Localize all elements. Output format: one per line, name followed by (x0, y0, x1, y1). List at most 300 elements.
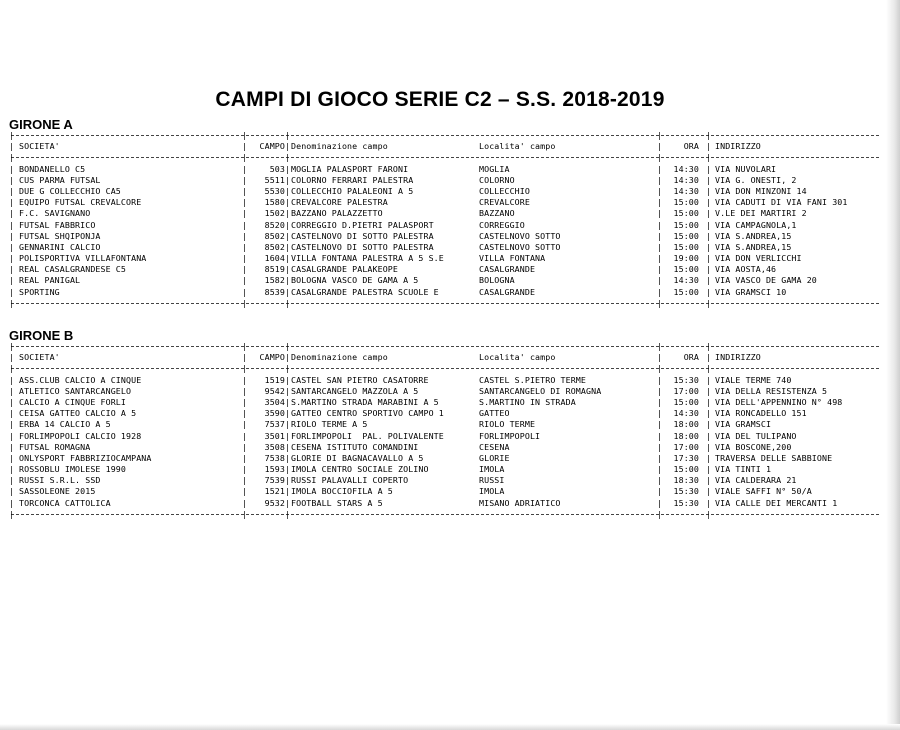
cell-localita: BOLOGNA (479, 275, 515, 286)
cell-localita: CASALGRANDE (479, 264, 536, 275)
column-separator: | (9, 241, 15, 252)
document-title: CAMPI DI GIOCO SERIE C2 – S.S. 2018-2019 (215, 88, 665, 111)
column-separator: | (706, 130, 712, 140)
cell-campo: 7539 (264, 475, 285, 486)
cell-campo: 3508 (264, 441, 285, 452)
cell-localita: FORLIMPOPOLI (479, 430, 541, 441)
cell-societa: F.C. SAVIGNANO (19, 208, 91, 219)
column-separator: | (285, 141, 291, 152)
section-title-girone-a: GIRONE A (9, 117, 73, 132)
table-header-row (9, 352, 879, 363)
column-separator: | (706, 363, 712, 374)
cell-denominazione: CORREGGIO D.PIETRI PALASPORT (291, 219, 434, 230)
cell-ora: 18:00 (673, 419, 699, 430)
cell-denominazione: BAZZANO PALAZZETTO (291, 208, 383, 219)
cell-campo: 5511 (264, 174, 285, 185)
cell-denominazione: SANTARCANGELO MAZZOLA A 5 (291, 385, 419, 396)
dashed-rule (11, 346, 879, 347)
column-separator: | (657, 174, 663, 185)
column-separator: | (706, 475, 712, 486)
column-separator: | (657, 363, 663, 374)
cell-denominazione: CASALGRANDE PALAKEOPE (291, 264, 398, 275)
table-row (9, 231, 879, 242)
cell-localita: CASALGRANDE (479, 286, 536, 297)
cell-societa: CEISA GATTEO CALCIO A 5 (19, 408, 137, 419)
column-separator: | (706, 185, 712, 196)
column-separator: | (706, 197, 712, 208)
column-separator: | (285, 374, 291, 385)
column-separator: | (9, 441, 15, 452)
column-separator: | (285, 152, 291, 163)
column-separator: | (242, 253, 248, 264)
column-separator: | (242, 352, 248, 363)
column-separator: | (285, 174, 291, 185)
cell-localita: RIOLO TERME (479, 419, 536, 430)
cell-societa: GENNARINI CALCIO (19, 241, 101, 252)
dashed-rule (11, 303, 879, 304)
column-separator: | (657, 352, 663, 363)
dashed-rule (11, 157, 879, 158)
cell-campo: 8519 (264, 264, 285, 275)
cell-ora: 19:00 (673, 253, 699, 264)
column-separator: | (242, 341, 248, 351)
cell-campo: 1580 (264, 197, 285, 208)
column-separator: | (9, 475, 15, 486)
cell-ora: 15:00 (673, 396, 699, 407)
table-row (9, 287, 879, 298)
column-separator: | (242, 230, 248, 241)
column-separator: | (657, 441, 663, 452)
cell-localita: MISANO ADRIATICO (479, 497, 561, 508)
cell-campo: 1521 (264, 486, 285, 497)
column-separator: | (9, 497, 15, 508)
column-separator: | (9, 130, 15, 140)
column-separator: | (706, 408, 712, 419)
cell-denominazione: FOOTBALL STARS A 5 (291, 497, 383, 508)
column-separator: | (285, 253, 291, 264)
column-separator: | (657, 430, 663, 441)
cell-societa: POLISPORTIVA VILLAFONTANA (19, 253, 147, 264)
column-separator: | (706, 174, 712, 185)
dashed-rule (11, 368, 879, 369)
dashed-rule (11, 514, 879, 515)
cell-denominazione: COLORNO FERRARI PALESTRA (291, 174, 414, 185)
column-separator: | (706, 141, 712, 152)
table-row (9, 197, 879, 208)
column-separator: | (242, 286, 248, 297)
column-separator: | (285, 508, 291, 519)
column-separator: | (285, 264, 291, 275)
cell-societa: ROSSOBLU IMOLESE 1990 (19, 464, 126, 475)
column-separator: | (285, 363, 291, 374)
cell-campo: 1502 (264, 208, 285, 219)
cell-ora: 15:30 (673, 497, 699, 508)
table-row (9, 175, 879, 186)
column-separator: | (706, 163, 712, 174)
table-row (9, 186, 879, 197)
cell-denominazione: CASALGRANDE PALESTRA SCUOLE E (291, 286, 439, 297)
column-separator: | (242, 208, 248, 219)
column-separator: | (706, 230, 712, 241)
column-separator: | (706, 430, 712, 441)
column-separator: | (9, 419, 15, 430)
column-separator: | (706, 219, 712, 230)
column-separator: | (706, 253, 712, 264)
column-separator: | (9, 452, 15, 463)
table-rule (9, 341, 879, 352)
cell-societa: FORLIMPOPOLI CALCIO 1928 (19, 430, 142, 441)
cell-localita: VILLA FONTANA (479, 253, 546, 264)
column-separator: | (242, 130, 248, 140)
table-row (9, 397, 879, 408)
cell-denominazione: RUSSI PALAVALLI COPERTO (291, 475, 409, 486)
table-girone-a (9, 130, 879, 309)
cell-localita: CASTELNOVO SOTTO (479, 230, 561, 241)
cell-ora: 14:30 (673, 174, 699, 185)
column-separator: | (242, 486, 248, 497)
cell-societa: BONDANELLO C5 (19, 163, 86, 174)
column-separator: | (706, 508, 712, 519)
cell-denominazione: COLLECCHIO PALALEONI A 5 (291, 185, 414, 196)
column-separator: | (657, 374, 663, 385)
column-separator: | (657, 275, 663, 286)
cell-ora: 15:00 (673, 230, 699, 241)
column-separator: | (242, 297, 248, 308)
column-separator: | (285, 441, 291, 452)
column-separator: | (9, 219, 15, 230)
column-separator: | (657, 497, 663, 508)
cell-localita: SANTARCANGELO DI ROMAGNA (479, 385, 602, 396)
header-campo: CAMPO (259, 141, 285, 152)
header-denominazione: Denominazione campo (291, 352, 388, 363)
cell-ora: 15:00 (673, 286, 699, 297)
cell-denominazione: BOLOGNA VASCO DE GAMA A 5 (291, 275, 419, 286)
cell-denominazione: CASTELNOVO DI SOTTO PALESTRA (291, 241, 434, 252)
cell-ora: 18:30 (673, 475, 699, 486)
cell-ora: 15:00 (673, 464, 699, 475)
cell-indirizzo: VIA DELLA RESISTENZA 5 (715, 385, 828, 396)
column-separator: | (242, 174, 248, 185)
cell-societa: FUTSAL FABBRICO (19, 219, 96, 230)
column-separator: | (657, 130, 663, 140)
column-separator: | (657, 385, 663, 396)
cell-indirizzo: TRAVERSA DELLE SABBIONE (715, 452, 833, 463)
column-separator: | (9, 163, 15, 174)
column-separator: | (657, 419, 663, 430)
cell-campo: 8502 (264, 241, 285, 252)
cell-societa: CUS PARMA FUTSAL (19, 174, 101, 185)
column-separator: | (706, 352, 712, 363)
cell-denominazione: FORLIMPOPOLI PAL. POLIVALENTE (291, 430, 444, 441)
cell-ora: 15:00 (673, 219, 699, 230)
cell-societa: RUSSI S.R.L. SSD (19, 475, 101, 486)
table-row (9, 498, 879, 509)
cell-campo: 503 (269, 163, 285, 174)
cell-campo: 8539 (264, 286, 285, 297)
header-indirizzo: INDIRIZZO (715, 352, 761, 363)
column-separator: | (657, 163, 663, 174)
column-separator: | (242, 264, 248, 275)
column-separator: | (9, 486, 15, 497)
header-localita: Localita' campo (479, 141, 556, 152)
column-separator: | (285, 275, 291, 286)
column-separator: | (9, 264, 15, 275)
cell-denominazione: RIOLO TERME A 5 (291, 419, 368, 430)
cell-localita: BAZZANO (479, 208, 515, 219)
cell-denominazione: CASTEL SAN PIETRO CASATORRE (291, 374, 429, 385)
cell-societa: EQUIPO FUTSAL CREVALCORE (19, 197, 142, 208)
cell-campo: 1604 (264, 253, 285, 264)
cell-localita: CORREGGIO (479, 219, 525, 230)
column-separator: | (9, 230, 15, 241)
table-row (9, 164, 879, 175)
header-indirizzo: INDIRIZZO (715, 141, 761, 152)
cell-denominazione: IMOLA BOCCIOFILA A 5 (291, 486, 393, 497)
cell-denominazione: GLORIE DI BAGNACAVALLO A 5 (291, 452, 424, 463)
column-separator: | (9, 174, 15, 185)
cell-campo: 9532 (264, 497, 285, 508)
column-separator: | (657, 219, 663, 230)
cell-indirizzo: VIALE SAFFI N° 50/A (715, 486, 812, 497)
column-separator: | (242, 363, 248, 374)
column-separator: | (9, 508, 15, 519)
cell-societa: SASSOLEONE 2015 (19, 486, 96, 497)
column-separator: | (285, 464, 291, 475)
column-separator: | (706, 374, 712, 385)
cell-indirizzo: VIA RONCADELLO 151 (715, 408, 807, 419)
cell-societa: FUTSAL SHQIPONJA (19, 230, 101, 241)
cell-societa: SPORTING (19, 286, 60, 297)
header-societa: SOCIETA' (19, 352, 60, 363)
column-separator: | (285, 430, 291, 441)
column-separator: | (9, 208, 15, 219)
column-separator: | (242, 185, 248, 196)
column-separator: | (285, 396, 291, 407)
column-separator: | (706, 341, 712, 351)
column-separator: | (242, 275, 248, 286)
cell-campo: 7538 (264, 452, 285, 463)
column-separator: | (9, 396, 15, 407)
column-separator: | (285, 241, 291, 252)
cell-denominazione: S.MARTINO STRADA MARABINI A 5 (291, 396, 439, 407)
table-row (9, 475, 879, 486)
column-separator: | (657, 486, 663, 497)
cell-campo: 1582 (264, 275, 285, 286)
table-rule (9, 509, 879, 520)
cell-campo: 3590 (264, 408, 285, 419)
column-separator: | (706, 297, 712, 308)
table-row (9, 208, 879, 219)
cell-ora: 15:00 (673, 241, 699, 252)
column-separator: | (657, 208, 663, 219)
column-separator: | (285, 408, 291, 419)
table-row (9, 264, 879, 275)
column-separator: | (242, 163, 248, 174)
cell-indirizzo: VIA DON MINZONI 14 (715, 185, 807, 196)
cell-societa: TORCONCA CATTOLICA (19, 497, 111, 508)
cell-indirizzo: VIA CALLE DEI MERCANTI 1 (715, 497, 838, 508)
page-bottom-shadow (0, 724, 900, 730)
column-separator: | (242, 197, 248, 208)
table-row (9, 386, 879, 397)
column-separator: | (9, 275, 15, 286)
column-separator: | (9, 352, 15, 363)
column-separator: | (285, 197, 291, 208)
column-separator: | (706, 208, 712, 219)
column-separator: | (657, 408, 663, 419)
column-separator: | (242, 141, 248, 152)
column-separator: | (706, 152, 712, 163)
cell-localita: MOGLIA (479, 163, 510, 174)
column-separator: | (242, 497, 248, 508)
table-rule (9, 152, 879, 163)
cell-indirizzo: VIA BOSCONE,200 (715, 441, 792, 452)
table-row (9, 453, 879, 464)
column-separator: | (706, 464, 712, 475)
cell-campo: 8502 (264, 230, 285, 241)
column-separator: | (657, 464, 663, 475)
cell-localita: IMOLA (479, 464, 505, 475)
cell-ora: 18:00 (673, 430, 699, 441)
cell-indirizzo: VIA VASCO DE GAMA 20 (715, 275, 817, 286)
column-separator: | (706, 396, 712, 407)
cell-indirizzo: VIA DON VERLICCHI (715, 253, 802, 264)
header-societa: SOCIETA' (19, 141, 60, 152)
column-separator: | (9, 152, 15, 163)
column-separator: | (9, 197, 15, 208)
column-separator: | (9, 185, 15, 196)
column-separator: | (706, 486, 712, 497)
column-separator: | (285, 219, 291, 230)
table-rule (9, 130, 879, 141)
column-separator: | (285, 352, 291, 363)
column-separator: | (9, 408, 15, 419)
column-separator: | (657, 341, 663, 351)
column-separator: | (9, 430, 15, 441)
column-separator: | (242, 430, 248, 441)
cell-denominazione: GATTEO CENTRO SPORTIVO CAMPO 1 (291, 408, 444, 419)
cell-indirizzo: VIA NUVOLARI (715, 163, 777, 174)
column-separator: | (657, 141, 663, 152)
cell-societa: REAL CASALGRANDESE C5 (19, 264, 126, 275)
cell-ora: 15:30 (673, 374, 699, 385)
column-separator: | (657, 452, 663, 463)
cell-denominazione: MOGLIA PALASPORT FARONI (291, 163, 409, 174)
table-row (9, 220, 879, 231)
header-ora: ORA (683, 141, 699, 152)
cell-societa: DUE G COLLECCHIO CA5 (19, 185, 121, 196)
column-separator: | (657, 253, 663, 264)
table-row (9, 431, 879, 442)
cell-campo: 5530 (264, 185, 285, 196)
column-separator: | (242, 219, 248, 230)
cell-localita: CREVALCORE (479, 197, 530, 208)
page-edge-shadow (886, 0, 900, 730)
column-separator: | (242, 452, 248, 463)
cell-campo: 1519 (264, 374, 285, 385)
column-separator: | (657, 475, 663, 486)
column-separator: | (657, 297, 663, 308)
column-separator: | (706, 286, 712, 297)
column-separator: | (242, 508, 248, 519)
cell-indirizzo: VIA CAMPAGNOLA,1 (715, 219, 797, 230)
table-girone-b (9, 341, 879, 520)
column-separator: | (285, 297, 291, 308)
header-denominazione: Denominazione campo (291, 141, 388, 152)
cell-societa: ATLETICO SANTARCANGELO (19, 385, 132, 396)
cell-denominazione: CESENA ISTITUTO COMANDINI (291, 441, 419, 452)
column-separator: | (285, 185, 291, 196)
cell-localita: COLLECCHIO (479, 185, 530, 196)
column-separator: | (285, 419, 291, 430)
cell-localita: IMOLA (479, 486, 505, 497)
table-row (9, 408, 879, 419)
column-separator: | (285, 385, 291, 396)
cell-indirizzo: VIA G. ONESTI, 2 (715, 174, 797, 185)
column-separator: | (285, 341, 291, 351)
column-separator: | (9, 464, 15, 475)
cell-ora: 15:00 (673, 197, 699, 208)
table-rule (9, 298, 879, 309)
table-row (9, 375, 879, 386)
cell-localita: RUSSI (479, 475, 505, 486)
column-separator: | (657, 264, 663, 275)
header-localita: Localita' campo (479, 352, 556, 363)
column-separator: | (242, 419, 248, 430)
column-separator: | (242, 385, 248, 396)
cell-ora: 15:30 (673, 486, 699, 497)
column-separator: | (657, 508, 663, 519)
cell-campo: 9542 (264, 385, 285, 396)
table-row (9, 464, 879, 475)
column-separator: | (706, 441, 712, 452)
table-row (9, 242, 879, 253)
column-separator: | (706, 497, 712, 508)
column-separator: | (706, 241, 712, 252)
table-row (9, 253, 879, 264)
cell-localita: GLORIE (479, 452, 510, 463)
column-separator: | (285, 452, 291, 463)
cell-ora: 15:00 (673, 264, 699, 275)
column-separator: | (657, 230, 663, 241)
cell-campo: 3501 (264, 430, 285, 441)
cell-societa: ONLYSPORT FABBRIZIOCAMPANA (19, 452, 152, 463)
cell-campo: 8520 (264, 219, 285, 230)
column-separator: | (9, 286, 15, 297)
column-separator: | (657, 241, 663, 252)
column-separator: | (285, 230, 291, 241)
cell-denominazione: CREVALCORE PALESTRA (291, 197, 388, 208)
column-separator: | (285, 130, 291, 140)
cell-indirizzo: VIA CADUTI DI VIA FANI 301 (715, 197, 848, 208)
column-separator: | (285, 497, 291, 508)
cell-ora: 14:30 (673, 275, 699, 286)
column-separator: | (657, 152, 663, 163)
cell-ora: 17:00 (673, 441, 699, 452)
cell-societa: ASS.CLUB CALCIO A CINQUE (19, 374, 142, 385)
cell-indirizzo: VIA AOSTA,46 (715, 264, 777, 275)
cell-localita: CASTELNOVO SOTTO (479, 241, 561, 252)
column-separator: | (706, 419, 712, 430)
column-separator: | (242, 374, 248, 385)
cell-indirizzo: VIA TINTI 1 (715, 464, 772, 475)
column-separator: | (9, 253, 15, 264)
cell-indirizzo: VIA GRAMSCI 10 (715, 286, 787, 297)
column-separator: | (9, 385, 15, 396)
column-separator: | (242, 152, 248, 163)
column-separator: | (285, 475, 291, 486)
cell-localita: GATTEO (479, 408, 510, 419)
